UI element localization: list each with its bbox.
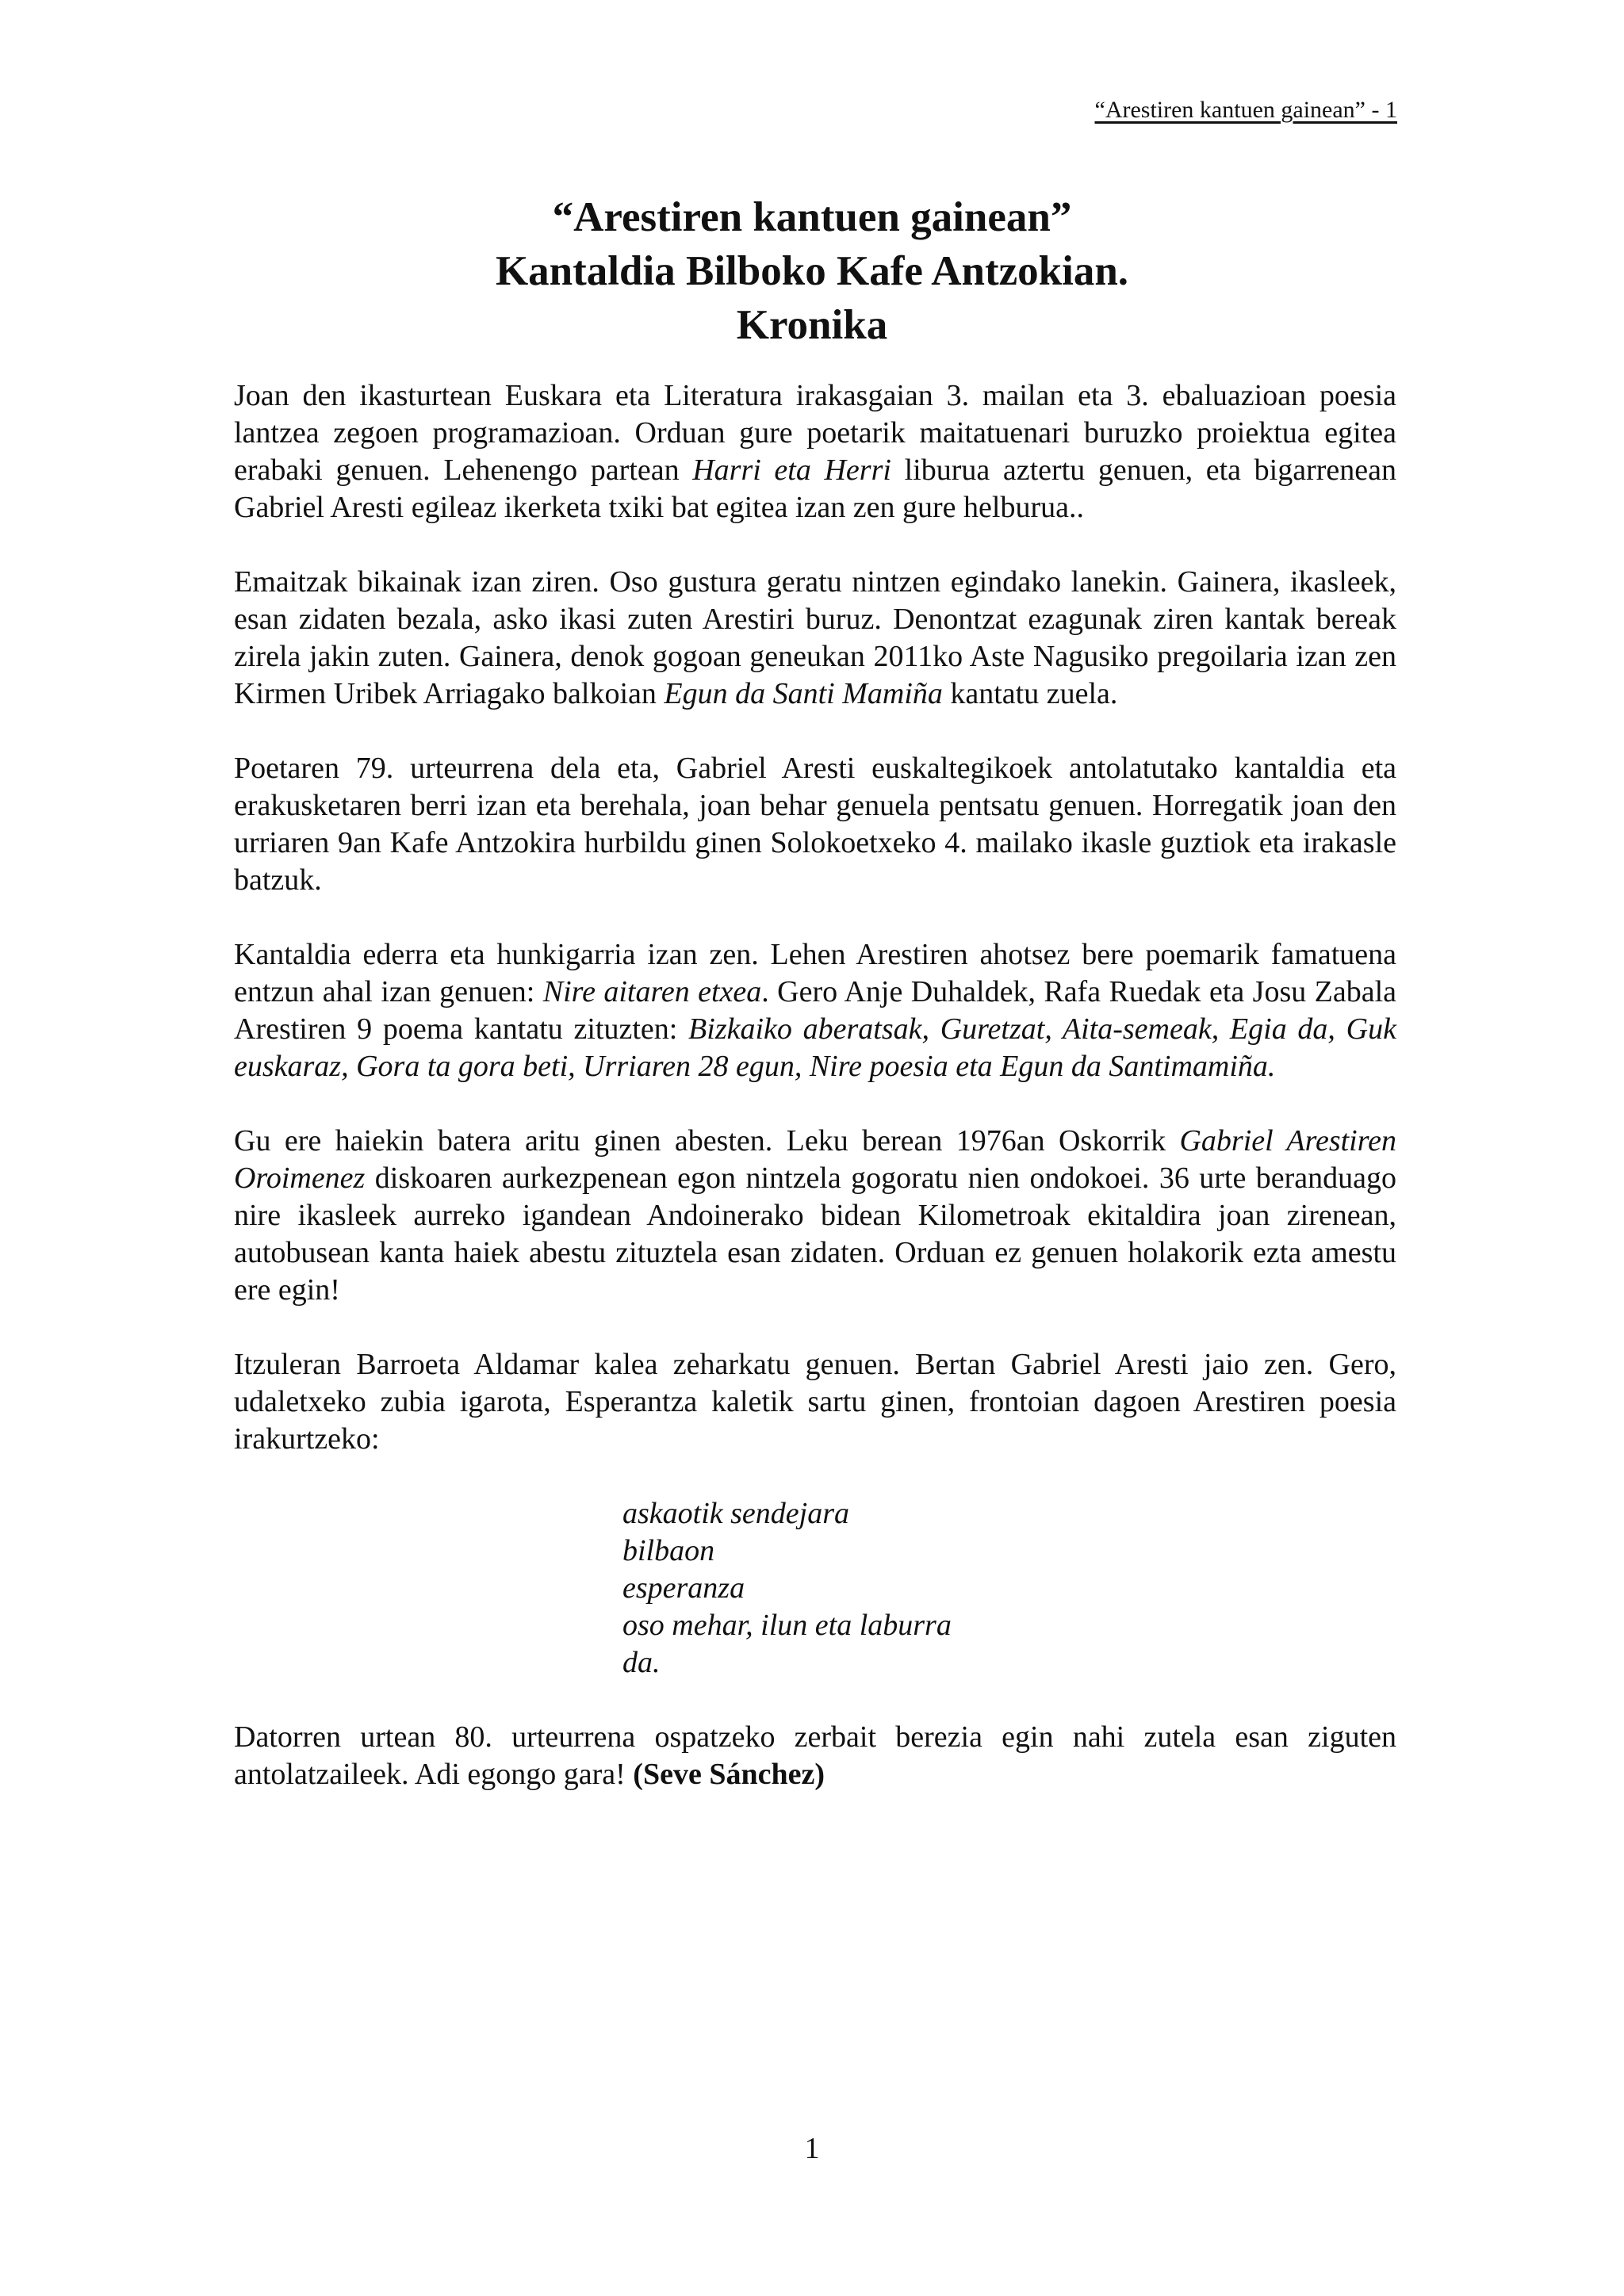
paragraph-1: [234, 377, 1396, 526]
paragraph-text: . Gero Anje Duhaldek, Rafa Ruedak eta Josu Zabala Arestiren 9 poema kantatu zituzten:: [234, 975, 1396, 1046]
paragraph-text: Poetaren 79. urteurrena dela eta, Gabriel Aresti euskaltegikoek antolatutako kantaldia eta erakusketaren berri izan eta berehala, joan behar genuela pentsatu genuen. Horregatik joan den urriaren 9an Kafe Antzokira hurbildu ginen Solokoetxeko 4. mailako ikasle guztiok eta irakasle batzuk.: [234, 752, 1396, 897]
verse-line: bilbaon: [622, 1534, 715, 1567]
title-line-1: “Arestiren kantuen gainean”: [552, 194, 1072, 240]
verse-line: esperanza: [622, 1571, 745, 1605]
running-header: “Arestiren kantuen gainean” - 1: [1094, 97, 1397, 123]
paragraph-text: Datorren urtean 80. urteurrena ospatzeko zerbait berezia egin nahi zutela esan ziguten antolatzaileek. Adi egongo gara!: [234, 1720, 1396, 1791]
poem-verse: [622, 1495, 1396, 1682]
document-title: [0, 190, 1624, 352]
paragraph-text: Gu ere haiekin batera aritu ginen abesten. Leku berean 1976an Oskorrik: [234, 1124, 1180, 1158]
verse-line: da.: [622, 1646, 661, 1679]
song-list: Bizkaiko aberatsak, Guretzat, Aita-semeak, Egia da, Guk euskaraz, Gora ta gora beti, Urriaren 28 egun, Nire poesia eta Egun da Santimamiña.: [234, 1012, 1396, 1083]
album-title: Gabriel Arestiren Oroimenez: [234, 1124, 1396, 1195]
verse-line: askaotik sendejara: [622, 1497, 850, 1530]
book-title: Harri eta Herri: [692, 453, 891, 487]
paragraph-6: [234, 1346, 1396, 1458]
paragraph-4: [234, 936, 1396, 1085]
paragraph-text: Itzuleran Barroeta Aldamar kalea zeharkatu genuen. Bertan Gabriel Aresti jaio zen. Gero, udaletxeko zubia igarota, Esperantza kaletik sartu ginen, frontoian dagoen Arestiren poesia irakurtzeko:: [234, 1348, 1396, 1456]
author-signature: (Seve Sánchez): [633, 1758, 825, 1791]
paragraph-text: Emaitzak bikainak izan ziren. Oso gustura geratu nintzen egindako lanekin. Gainera, ikasleek, esan zidaten bezala, asko ikasi zuten Arestiri buruz. Denontzat ezagunak ziren kantak bereak zirela jakin zuten. Gainera, denok gogoan geneukan 2011ko Aste Nagusiko pregoilaria izan zen Kirmen Uribek Arriagako balkoian: [234, 565, 1396, 710]
paragraph-text: kantatu zuela.: [942, 677, 1118, 710]
verse-line: oso mehar, ilun eta laburra: [622, 1609, 952, 1642]
paragraph-text: diskoaren aurkezpenean egon nintzela gogoratu nien ondokoei. 36 urte beranduago nire ikasleek aurreko igandean Andoinerako bidean Kilometroak ekitaldira joan zirenean, autobusean kanta haiek abestu zituztela esan zidaten. Orduan ez genuen holakorik ezta amestu ere egin!: [234, 1161, 1396, 1307]
paragraph-2: [234, 564, 1396, 713]
title-line-2: Kantaldia Bilboko Kafe Antzokian.: [495, 248, 1129, 294]
paragraph-5: [234, 1123, 1396, 1309]
paragraph-text: liburua aztertu genuen, eta bigarrenean Gabriel Aresti egileaz ikerketa txiki bat egitea izan zen gure helburua..: [234, 453, 1396, 524]
title-line-3: Kronika: [736, 302, 888, 348]
poem-title: Nire aitaren etxea: [542, 975, 762, 1008]
page-number: 1: [804, 2132, 820, 2165]
paragraph-7: [234, 1719, 1396, 1793]
paragraph-text: Joan den ikasturtean Euskara eta Literatura irakasgaian 3. mailan eta 3. ebaluazioan poesia lantzea zegoen programazioan. Orduan gure poetarik maitatuenari buruzko proiektua egitea erabaki genuen. Lehenengo partean: [234, 379, 1396, 487]
paragraph-3: [234, 750, 1396, 899]
article-body: [234, 377, 1396, 1793]
paragraph-text: Kantaldia ederra eta hunkigarria izan zen. Lehen Arestiren ahotsez bere poemarik famatuena entzun ahal izan genuen:: [234, 938, 1396, 1008]
song-title: Egun da Santi Mamiña: [664, 677, 943, 710]
